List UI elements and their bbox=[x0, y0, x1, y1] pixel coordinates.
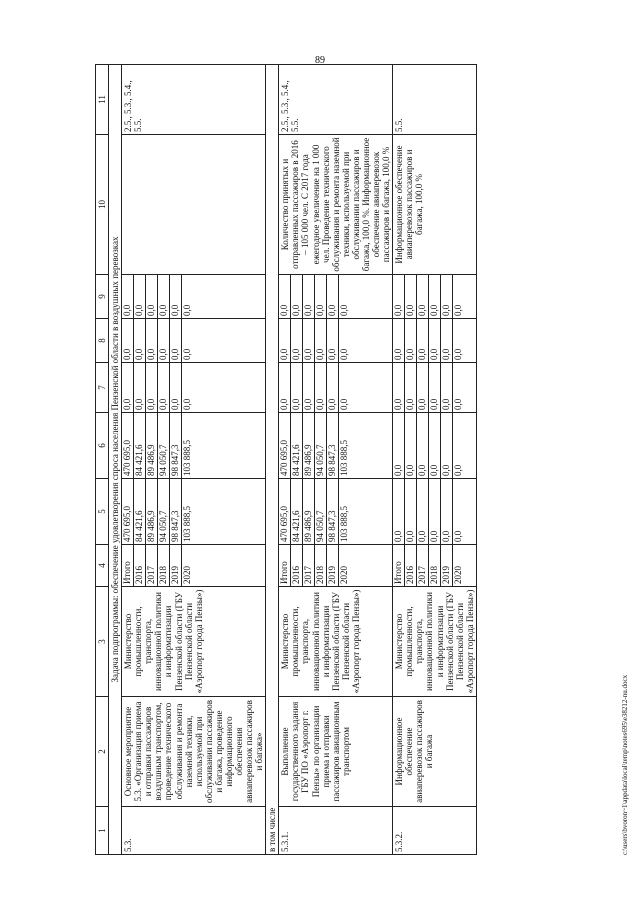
value-list-cell bbox=[393, 363, 477, 413]
value-list-cell bbox=[393, 545, 477, 587]
value-cell: 89 486,9 bbox=[303, 479, 315, 544]
value-cell: 0,0 bbox=[441, 363, 453, 412]
value-cell: 0,0 bbox=[279, 363, 291, 412]
value-cell: 0,0 bbox=[393, 479, 405, 544]
value-cell: 103 888,5 bbox=[182, 506, 193, 542]
value-cell: 0,0 bbox=[158, 363, 170, 412]
column-header: 5 bbox=[96, 479, 109, 545]
value-cell: 0,0 bbox=[182, 398, 193, 410]
value-cell: 0,0 bbox=[405, 479, 417, 544]
value-cell: 2018 bbox=[315, 545, 327, 586]
value-list-cell bbox=[122, 319, 266, 363]
value-list-cell bbox=[122, 545, 266, 587]
task-title: Задача подпрограммы: обеспечение удовлетворения спроса населения Пензенской области в воздушных перевозках bbox=[109, 65, 122, 855]
value-cell: 98 847,3 bbox=[170, 413, 182, 478]
value-cell: 98 847,3 bbox=[327, 413, 339, 478]
table-cell: Выполнение государственного задания ГБУ ПО «Аэропорт г. Пензы» по организации приема и отправки пассажиров авиационным транспортом bbox=[279, 697, 393, 807]
value-cell: 2019 bbox=[327, 545, 339, 586]
value-cell: 0,0 bbox=[429, 363, 441, 412]
value-list-cell bbox=[279, 545, 393, 587]
value-cell: 0,0 bbox=[291, 363, 303, 412]
value-cell: 470 695,0 bbox=[279, 413, 291, 478]
value-list-cell bbox=[279, 363, 393, 413]
value-cell: 89 486,9 bbox=[146, 479, 158, 544]
value-cell: Итого bbox=[279, 545, 291, 586]
value-cell: 0,0 bbox=[339, 398, 350, 410]
value-cell: 2020 bbox=[453, 566, 464, 584]
value-list-cell bbox=[122, 413, 266, 479]
value-cell: 0,0 bbox=[339, 348, 350, 360]
value-cell: 0,0 bbox=[146, 275, 158, 318]
column-header: 10 bbox=[96, 135, 109, 275]
value-cell: 103 888,5 bbox=[182, 440, 193, 476]
value-cell: 98 847,3 bbox=[327, 479, 339, 544]
value-cell: 0,0 bbox=[405, 319, 417, 362]
column-header: 2 bbox=[96, 697, 109, 807]
task-title-row bbox=[109, 65, 122, 855]
value-cell: 0,0 bbox=[453, 530, 464, 542]
table-cell: Информационное обеспечение авиаперевозок пассажиров и багажа bbox=[393, 697, 477, 807]
value-cell: 94 050,7 bbox=[158, 479, 170, 544]
value-cell: Итого bbox=[393, 545, 405, 586]
value-list-cell bbox=[393, 413, 477, 479]
value-cell: 0,0 bbox=[441, 479, 453, 544]
value-cell: 0,0 bbox=[453, 398, 464, 410]
value-cell: 98 847,3 bbox=[170, 479, 182, 544]
value-cell: 0,0 bbox=[315, 363, 327, 412]
value-cell: 0,0 bbox=[303, 363, 315, 412]
value-cell: 0,0 bbox=[393, 319, 405, 362]
value-cell: 0,0 bbox=[441, 275, 453, 318]
value-cell: 0,0 bbox=[429, 275, 441, 318]
table-cell: Количество принятых и отправленных пассажиров в 2016 – 105 000 чел. С 2017 года ежегодное увеличение на 1 000 чел. Проведение технического обслуживания и ремонта наземной техники, используемой при обслуживании пассажиров и багажа, 100,0 %. Информационное обеспечение авиаперевозок пассажиров и багажа, 100,0 % bbox=[279, 135, 393, 275]
value-cell: 0,0 bbox=[429, 479, 441, 544]
value-list-cell bbox=[393, 319, 477, 363]
column-header: 11 bbox=[96, 65, 109, 135]
value-cell: 0,0 bbox=[134, 319, 146, 362]
value-list-cell bbox=[279, 275, 393, 319]
value-cell: 0,0 bbox=[429, 413, 441, 478]
value-cell: 0,0 bbox=[291, 319, 303, 362]
rotated-table-container bbox=[95, 65, 629, 855]
value-cell: 0,0 bbox=[303, 319, 315, 362]
table-cell: 2.5., 5.3., 5.4., 5.5. bbox=[122, 65, 266, 135]
value-cell: 0,0 bbox=[146, 319, 158, 362]
table-cell: 5.5. bbox=[393, 65, 477, 135]
value-cell: 0,0 bbox=[146, 363, 158, 412]
value-cell: 0,0 bbox=[327, 319, 339, 362]
subheader-label: в том числе bbox=[266, 65, 279, 855]
value-cell: 0,0 bbox=[441, 413, 453, 478]
value-cell: 0,0 bbox=[417, 363, 429, 412]
table-cell bbox=[122, 135, 266, 275]
column-header: 9 bbox=[96, 275, 109, 319]
value-cell: 0,0 bbox=[327, 275, 339, 318]
table-cell: 5.3.2. bbox=[393, 807, 477, 855]
table-cell: Министерство промышленности, транспорта, инновационной политики и информатизации Пензенской области (ГБУ Пензенской области «Аэропорт города Пензы») bbox=[393, 587, 477, 697]
value-cell: 0,0 bbox=[393, 275, 405, 318]
table-row bbox=[279, 65, 393, 855]
header-row bbox=[96, 65, 109, 855]
value-cell: 0,0 bbox=[182, 348, 193, 360]
value-cell: 2017 bbox=[417, 545, 429, 586]
value-cell: 0,0 bbox=[417, 413, 429, 478]
value-cell: 0,0 bbox=[122, 319, 134, 362]
value-cell: 0,0 bbox=[134, 363, 146, 412]
value-list-cell bbox=[122, 479, 266, 545]
value-cell: 2017 bbox=[303, 545, 315, 586]
value-cell: 84 421,6 bbox=[291, 413, 303, 478]
value-cell: 2018 bbox=[158, 545, 170, 586]
value-cell: 2020 bbox=[339, 566, 350, 584]
value-cell: 2018 bbox=[429, 545, 441, 586]
value-list-cell bbox=[122, 275, 266, 319]
value-cell: 0,0 bbox=[453, 464, 464, 476]
value-cell: 0,0 bbox=[134, 275, 146, 318]
value-cell: 470 695,0 bbox=[122, 479, 134, 544]
value-cell: 0,0 bbox=[417, 275, 429, 318]
value-cell: 0,0 bbox=[339, 304, 350, 316]
value-cell: 94 050,7 bbox=[315, 479, 327, 544]
value-cell: 94 050,7 bbox=[158, 413, 170, 478]
table-row bbox=[393, 65, 477, 855]
value-cell: 0,0 bbox=[170, 363, 182, 412]
value-cell: 0,0 bbox=[279, 275, 291, 318]
value-cell: 470 695,0 bbox=[122, 413, 134, 478]
value-cell: 0,0 bbox=[170, 275, 182, 318]
value-list-cell bbox=[393, 275, 477, 319]
value-cell: 84 421,6 bbox=[291, 479, 303, 544]
value-cell: 0,0 bbox=[453, 348, 464, 360]
value-cell: 2019 bbox=[170, 545, 182, 586]
column-header: 1 bbox=[96, 807, 109, 855]
program-table bbox=[95, 64, 477, 855]
table-cell: Основное мероприятие 5.3. «Организация приема и отправки пассажиров воздушным транспортом, проведение технического обслуживания и ремонта наземной техники, используемой при обслуживании пассажиров и багажа, проведение информационного обеспечения авиаперевозок пассажиров и багажа» bbox=[122, 697, 266, 807]
value-list-cell bbox=[122, 363, 266, 413]
value-cell: 0,0 bbox=[315, 275, 327, 318]
column-header: 7 bbox=[96, 363, 109, 413]
value-list-cell bbox=[279, 479, 393, 545]
column-header: 6 bbox=[96, 413, 109, 479]
value-cell: 89 486,9 bbox=[146, 413, 158, 478]
table-cell: 2.5., 5.3., 5.4., 5.5. bbox=[279, 65, 393, 135]
value-cell: 2016 bbox=[405, 545, 417, 586]
value-cell: 0,0 bbox=[291, 275, 303, 318]
table-cell: 5.3. bbox=[122, 807, 266, 855]
value-cell: 0,0 bbox=[182, 304, 193, 316]
value-cell: 0,0 bbox=[122, 275, 134, 318]
value-cell: 0,0 bbox=[441, 319, 453, 362]
column-header: 4 bbox=[96, 545, 109, 587]
value-cell: 0,0 bbox=[122, 363, 134, 412]
page-number: 89 bbox=[315, 55, 325, 66]
value-cell: 0,0 bbox=[315, 319, 327, 362]
file-path-footer: c:\users\bvoron~1\appdata\local\temp\notes695\e38212-nu.docx bbox=[621, 674, 629, 855]
value-cell: 0,0 bbox=[405, 275, 417, 318]
value-cell: 94 050,7 bbox=[315, 413, 327, 478]
value-list-cell bbox=[393, 479, 477, 545]
value-cell: 0,0 bbox=[429, 319, 441, 362]
table-cell: 5.3.1. bbox=[279, 807, 393, 855]
value-list-cell bbox=[279, 413, 393, 479]
value-cell: 89 486,9 bbox=[303, 413, 315, 478]
value-cell: 0,0 bbox=[405, 413, 417, 478]
value-cell: 0,0 bbox=[303, 275, 315, 318]
value-cell: 470 695,0 bbox=[279, 479, 291, 544]
value-cell: 103 888,5 bbox=[339, 440, 350, 476]
value-cell: 0,0 bbox=[170, 319, 182, 362]
value-cell: 2019 bbox=[441, 545, 453, 586]
value-cell: 0,0 bbox=[453, 304, 464, 316]
value-cell: 2016 bbox=[291, 545, 303, 586]
value-cell: 0,0 bbox=[158, 319, 170, 362]
column-header: 8 bbox=[96, 319, 109, 363]
value-cell: 2017 bbox=[146, 545, 158, 586]
column-header: 3 bbox=[96, 587, 109, 697]
table-row bbox=[122, 65, 266, 855]
table-cell: Министерство промышленности, транспорта, инновационной политики и информатизации Пензенской области (ГБУ Пензенской области «Аэропорт города Пензы») bbox=[279, 587, 393, 697]
value-list-cell bbox=[279, 319, 393, 363]
value-cell: 0,0 bbox=[417, 319, 429, 362]
value-cell: 2020 bbox=[182, 566, 193, 584]
value-cell: 0,0 bbox=[405, 363, 417, 412]
value-cell: Итого bbox=[122, 545, 134, 586]
value-cell: 84 421,6 bbox=[134, 413, 146, 478]
value-cell: 0,0 bbox=[393, 413, 405, 478]
subheader-row bbox=[266, 65, 279, 855]
value-cell: 0,0 bbox=[393, 363, 405, 412]
table-cell: Информационное обеспечение авиаперевозок пассажиров и багажа, 100,0 % bbox=[393, 135, 477, 275]
value-cell: 84 421,6 bbox=[134, 479, 146, 544]
value-cell: 2016 bbox=[134, 545, 146, 586]
value-cell: 0,0 bbox=[279, 319, 291, 362]
value-cell: 0,0 bbox=[158, 275, 170, 318]
value-cell: 103 888,5 bbox=[339, 506, 350, 542]
table-cell: Министерство промышленности, транспорта, инновационной политики и информатизации Пензенской области (ГБУ Пензенской области «Аэропорт города Пензы») bbox=[122, 587, 266, 697]
value-cell: 0,0 bbox=[417, 479, 429, 544]
value-cell: 0,0 bbox=[327, 363, 339, 412]
